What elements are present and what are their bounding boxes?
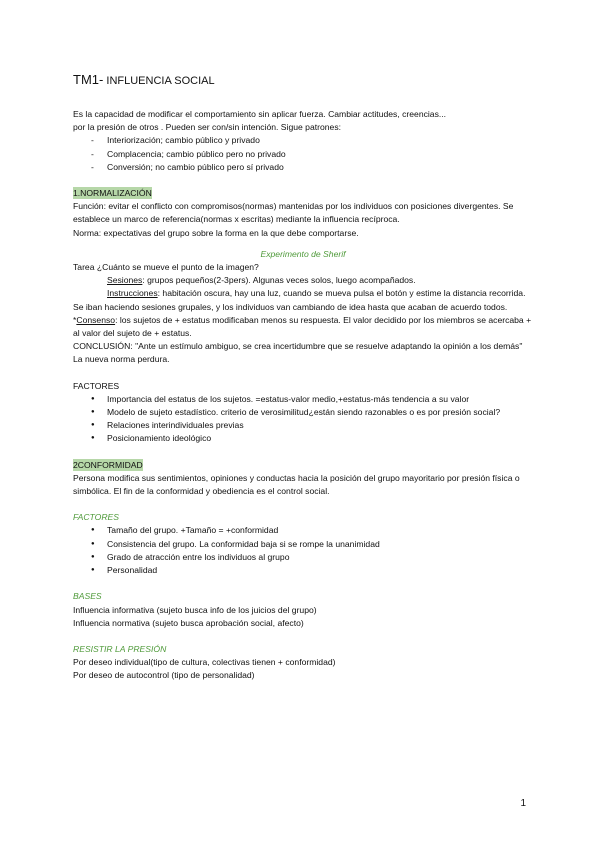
consenso-prefix: * — [73, 314, 77, 325]
document-page — [73, 72, 533, 683]
intro-patterns-list — [73, 134, 533, 174]
page-title — [73, 72, 533, 89]
list-item: ● Tamaño del grupo. +Tamaño = +conformidad — [73, 524, 533, 537]
section-heading-conformidad: 2CONFORMIDAD — [73, 459, 143, 470]
experimento-title: Experimento de Sherif — [260, 248, 346, 259]
resistir-heading: RESISTIR LA PRESIÓN — [73, 643, 167, 654]
bases-item: Influencia informativa (sujeto busca info de los juicios del grupo) — [73, 604, 317, 615]
list-item: - Complacencia; cambio público pero no privado — [73, 148, 533, 161]
list-item: ● Grado de atracción entre los individuos al grupo — [73, 551, 533, 564]
list-item: - Interiorización; cambio público y privado — [73, 134, 533, 147]
consenso-label: Consenso — [76, 314, 116, 325]
intro-line-1: Es la capacidad de modificar el comportamiento sin aplicar fuerza. Cambiar actitudes, creencias... — [73, 109, 447, 119]
sesiones-label: Sesiones — [107, 275, 143, 286]
list-item: ● Personalidad — [73, 564, 533, 577]
factores-heading: FACTORES — [73, 380, 120, 391]
instrucciones-text — [73, 287, 533, 300]
bases-item: Influencia normativa (sujeto busca aprobación social, afecto) — [73, 617, 304, 628]
list-item: ● Importancia del estatus de los sujetos. =estatus-valor medio,+estatus-más tendencia a su valor — [73, 393, 533, 406]
list-item: ● Relaciones interindividuales previas — [73, 419, 533, 432]
sesiones-grupales-text: Se iban haciendo sesiones grupales, y los individuos van cambiando de idea hasta que acaban de acuerdo todos. — [73, 301, 508, 312]
list-item: ● Posicionamiento ideológico — [73, 432, 533, 445]
list-item: ● Consistencia del grupo. La conformidad baja si se rompe la unanimidad — [73, 538, 533, 551]
resistir-item: Por deseo individual(tipo de cultura, colectivas tienen + conformidad) — [73, 657, 336, 668]
resistir-item: Por deseo de autocontrol (tipo de personalidad) — [73, 670, 255, 681]
sesiones-desc: : grupos pequeños(2-3pers). Algunas veces solos, luego acompañados. — [142, 275, 416, 286]
consenso-text — [73, 314, 533, 340]
section-heading-normalizacion: 1.NORMALIZACIÓN — [73, 188, 152, 199]
list-item: - Conversión; no cambio público pero sí privado — [73, 161, 533, 174]
conformidad-factores-list — [73, 524, 533, 577]
sesiones-text — [73, 274, 533, 287]
normalizacion-factores-list — [73, 393, 533, 446]
title-main: TM1- — [73, 72, 104, 87]
conformidad-factores-heading: FACTORES — [73, 512, 119, 523]
consenso-desc: : los sujetos de + estatus modificaban menos su respuesta. El valor decidido por los miembros se acercaba + al valor del sujeto de + estatus. — [73, 314, 532, 339]
title-sub: INFLUENCIA SOCIAL — [103, 75, 215, 87]
conclusion-text: CONCLUSIÓN: "Ante un estímulo ambiguo, se crea incertidumbre que se resuelve adaptando la opinión a los demás" La nueva norma perdura. — [73, 341, 523, 365]
bases-heading: BASES — [73, 591, 102, 602]
tarea-text: Tarea ¿Cuánto se mueve el punto de la imagen? — [73, 262, 259, 273]
instrucciones-desc: : habitación oscura, hay una luz, cuando se mueva pulsa el botón y estime la distancia recorrida. — [157, 288, 526, 299]
normalizacion-funcion: Función: evitar el conflicto con compromisos(normas) mantenidas por los individuos con posiciones divergentes. Se establece un marco de referencia(normas x escritas) mediante la influencia recíproca. — [73, 201, 514, 225]
list-item: ● Modelo de sujeto estadístico. criterio de verosimilitud¿están siendo razonables o es por presión social? — [73, 406, 533, 419]
conformidad-text: Persona modifica sus sentimientos, opiniones y conductas hacia la posición del grupo mayoritario por presión física o simbólica. El fin de la conformidad y obediencia es el control social. — [73, 472, 520, 497]
instrucciones-label: Instrucciones — [107, 288, 158, 299]
page-number: 1 — [520, 798, 526, 809]
intro-line-2: por la presión de otros . Pueden ser con/sin intención. Sigue patrones: — [73, 122, 342, 133]
normalizacion-norma: Norma: expectativas del grupo sobre la forma en la que debe comportarse. — [73, 227, 359, 238]
